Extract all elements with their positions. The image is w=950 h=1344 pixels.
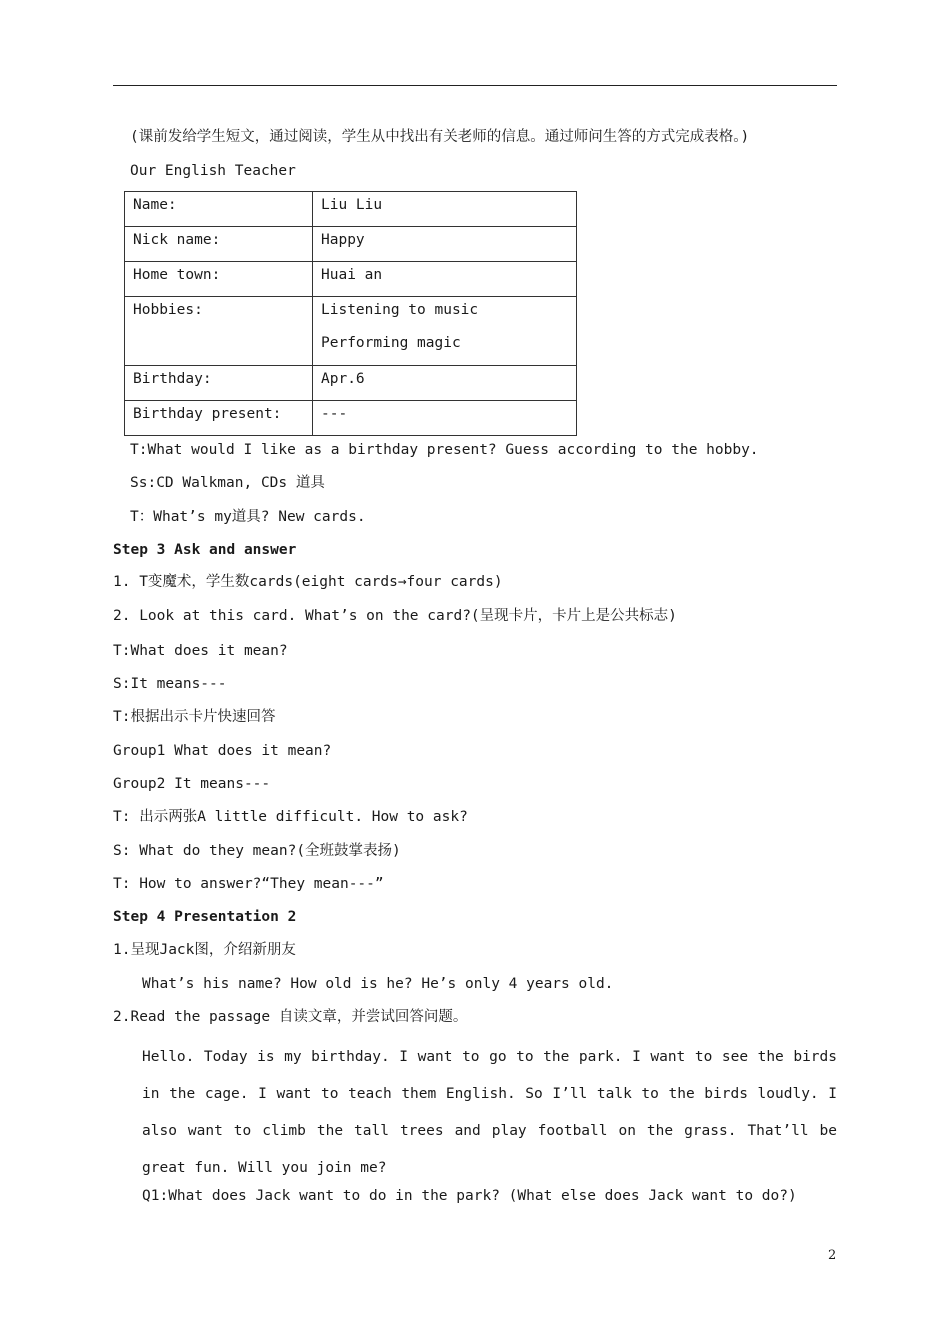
table-label-cell: Home town: [125, 262, 313, 297]
dialog-line: T: 出示两张A little difficult. How to ask? [113, 809, 468, 825]
dialog-line: Group2 It means--- [113, 776, 271, 792]
table-label-cell: Birthday present: [125, 401, 313, 436]
table-row [125, 227, 577, 262]
table-label-cell: Name: [125, 192, 313, 227]
teacher-info-table [124, 191, 577, 436]
table-row [125, 262, 577, 297]
dialog-line: S: What do they mean?(全班鼓掌表扬) [113, 843, 401, 859]
dialog-line: T: How to answer?“They mean---” [113, 876, 384, 892]
table-value-cell: Huai an [313, 262, 577, 297]
dialog-line: S:It means--- [113, 676, 227, 692]
table-label-cell: Hobbies: [125, 297, 313, 366]
table-label-cell: Nick name: [125, 227, 313, 262]
list-item: 1.呈现Jack图，介绍新朋友 [113, 942, 296, 958]
list-item: 2.Read the passage 自读文章，并尝试回答问题。 [113, 1009, 468, 1025]
list-item: 2. Look at this card. What’s on the card?(呈现卡片，卡片上是公共标志) [113, 608, 677, 624]
question-line: What’s his name? How old is he? He’s only 4 years old. [142, 976, 614, 992]
table-value-cell: Liu Liu [313, 192, 577, 227]
dialog-line: T:What would I like as a birthday present? Guess according to the hobby. [130, 442, 759, 458]
header-rule [113, 85, 837, 86]
table-title: Our English Teacher [130, 163, 296, 179]
table-value-cell: --- [313, 401, 577, 436]
hobby-2: Performing magic [321, 335, 461, 351]
reading-passage: Hello. Today is my birthday. I want to go to the park. I want to see the birds in the cage. I want to teach them English. So I’ll talk to the birds loudly. I also want to climb the tall trees and play football on the grass. That’ll be great fun. Will you join me? [142, 1049, 837, 1176]
dialog-line: Ss:CD Walkman, CDs 道具 [130, 475, 325, 491]
hobby-1: Listening to music [321, 302, 479, 318]
table-value-cell: Happy [313, 227, 577, 262]
dialog-line: T：What’s my道具? New cards. [130, 509, 366, 525]
dialog-line: T:根据出示卡片快速回答 [113, 709, 276, 725]
table-row [125, 366, 577, 401]
step4-heading: Step 4 Presentation 2 [113, 909, 297, 925]
step3-heading: Step 3 Ask and answer [113, 542, 297, 558]
list-item: 1. T变魔术，学生数cards(eight cards→four cards) [113, 574, 503, 590]
intro-note: (课前发给学生短文，通过阅读，学生从中找出有关老师的信息。通过师问生答的方式完成表格。) [130, 129, 750, 145]
dialog-line: Group1 What does it mean? [113, 743, 332, 759]
page-number: 2 [828, 1248, 837, 1263]
dialog-line: T:What does it mean? [113, 643, 288, 659]
table-label-cell: Birthday: [125, 366, 313, 401]
table-row [125, 192, 577, 227]
table-value-cell: Apr.6 [313, 366, 577, 401]
question-q1: Q1:What does Jack want to do in the park? (What else does Jack want to do?) [142, 1188, 797, 1204]
table-row [125, 401, 577, 436]
table-value-cell [313, 297, 577, 366]
table-row [125, 297, 577, 366]
